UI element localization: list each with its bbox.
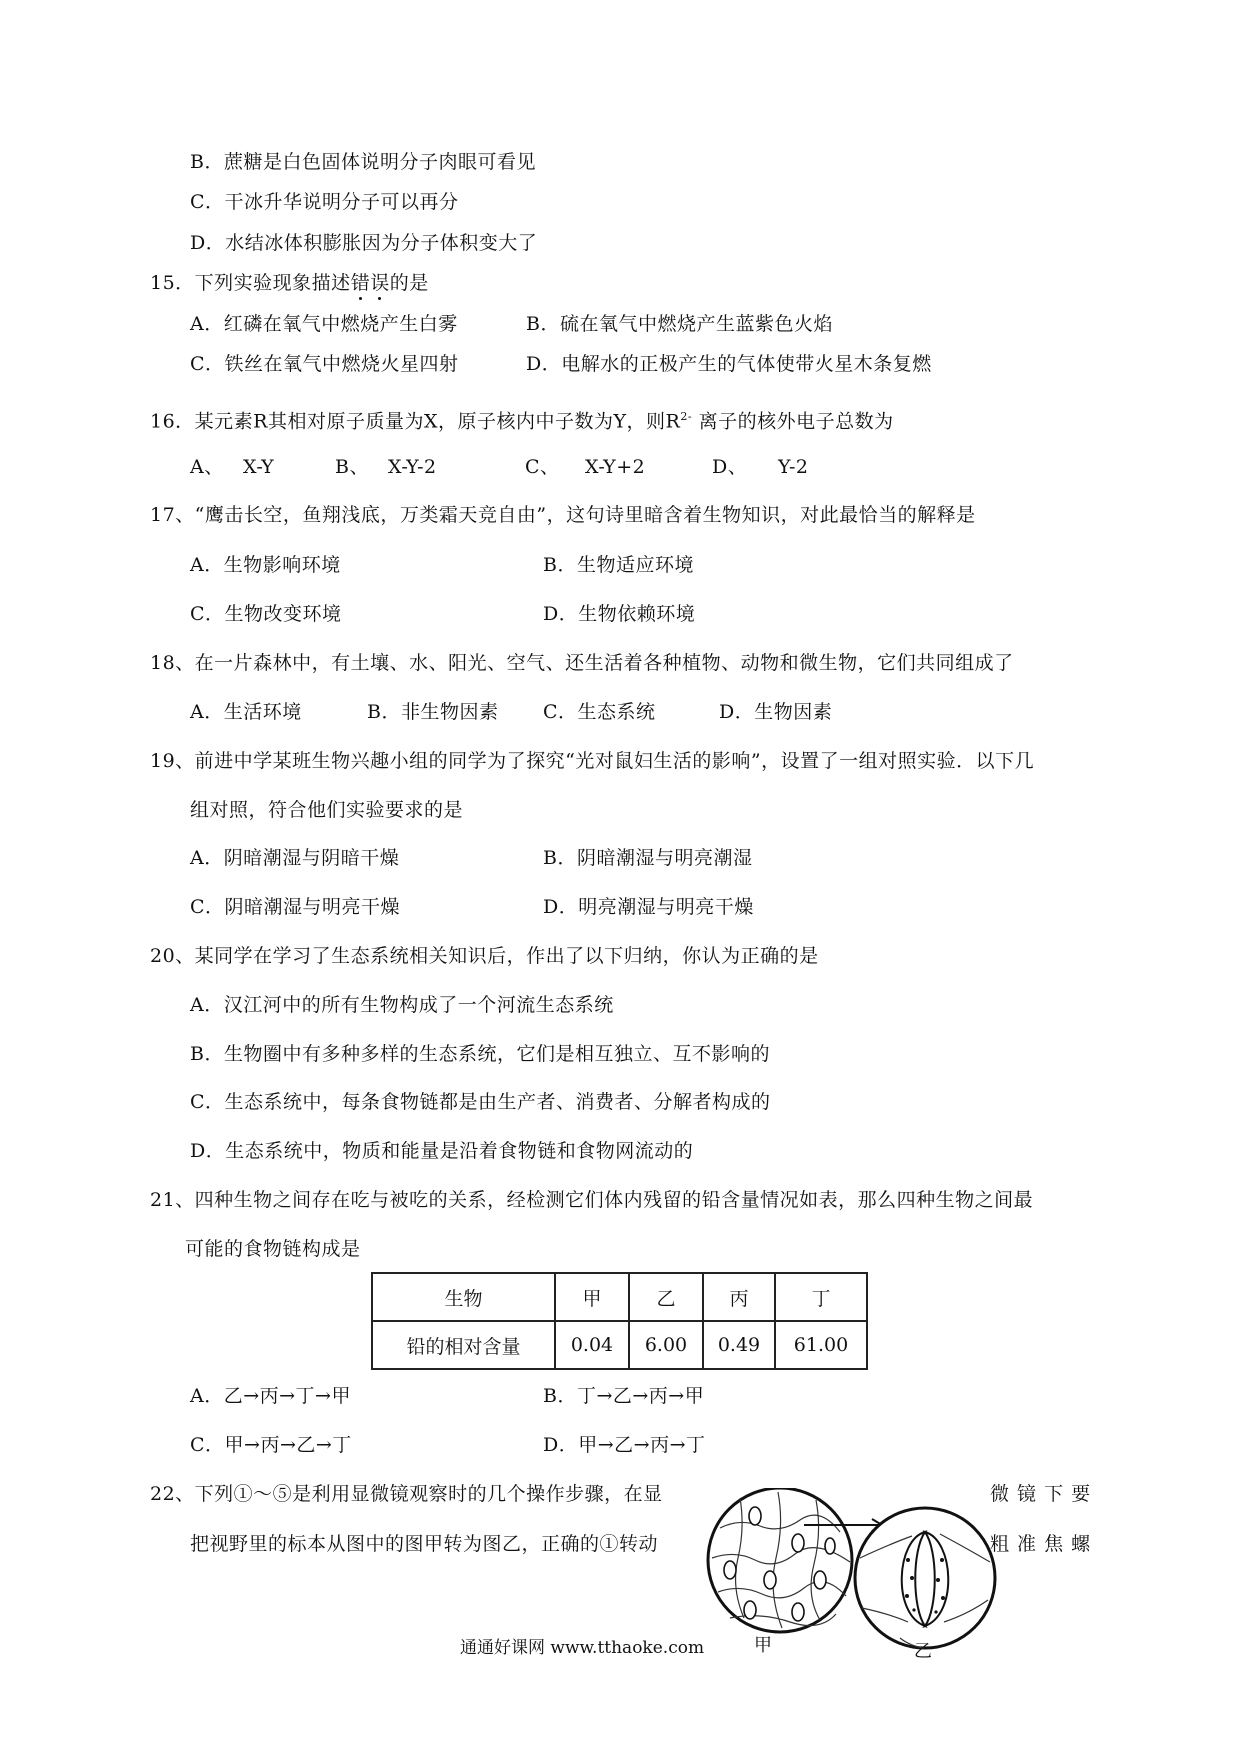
q21-stem-line-2: 可能的食物链构成是 [185,1238,361,1260]
q15-emph-char-1: 错 [351,272,371,294]
q22-stem-line-2-right: 粗 准 焦 螺 [990,1533,1092,1555]
emphasis-dot [359,297,362,300]
q16-option-d: Y-2 [778,456,809,478]
q15-option-d: D．电解水的正极产生的气体使带火星木条复燃 [526,353,932,375]
q14-option-c: C．干冰升华说明分子可以再分 [190,191,459,213]
table-cell: 0.04 [555,1321,629,1369]
q17-stem: 17、“鹰击长空，鱼翔浅底，万类霜天竞自由”，这句诗里暗含着生物知识，对此最恰当的解释是 [150,504,976,526]
q15-emph-char-2: 误 [370,272,390,294]
q14-option-d: D．水结冰体积膨胀因为分子体积变大了 [190,232,538,254]
q16-stem-before: 16．某元素R其相对原子质量为X，原子核内中子数为Y，则R [150,410,681,433]
q18-stem: 18、在一片森林中，有土壤、水、阳光、空气、还生活着各种植物、动物和微生物，它们共同组成了 [150,652,1014,674]
q20-option-a: A．汉江河中的所有生物构成了一个河流生态系统 [190,994,614,1016]
q20-option-b: B．生物圈中有多种多样的生态系统，它们是相互独立、互不影响的 [190,1043,770,1065]
q21-option-c: C．甲→丙→乙→丁 [190,1434,352,1456]
emphasis-dot [378,297,381,300]
table-cell: 生物 [372,1273,555,1321]
table-header-row [372,1273,867,1321]
q16-option-a: X-Y [243,456,275,478]
figure-label-jia: 甲 [754,1635,773,1656]
q19-stem-line-2: 组对照，符合他们实验要求的是 [190,799,464,821]
table-cell: 丁 [775,1273,867,1321]
table-cell: 丙 [703,1273,775,1321]
q17-option-b: B．生物适应环境 [543,554,694,576]
q16-option-a-label: A、 [190,456,224,478]
q14-option-b: B．蔗糖是白色固体说明分子肉眼可看见 [190,151,536,173]
q18-option-b: B．非生物因素 [367,701,499,723]
q19-option-a: A．阴暗潮湿与阴暗干燥 [190,847,400,869]
figure-label-yi: 乙 [914,1641,933,1662]
q19-option-b: B．阴暗潮湿与明亮潮湿 [543,847,753,869]
table-row [372,1321,867,1369]
q16-option-b: X-Y-2 [388,456,437,478]
q17-option-c: C．生物改变环境 [190,603,342,625]
lead-content-table [371,1272,868,1370]
table-cell: 铅的相对含量 [372,1321,555,1369]
q15-option-c: C．铁丝在氧气中燃烧火星四射 [190,353,459,375]
q20-option-d: D．生态系统中，物质和能量是沿着食物链和食物网流动的 [190,1140,694,1162]
q22-stem-line-1-right: 微 镜 下 要 [990,1483,1092,1505]
q21-option-b: B．丁→乙→丙→甲 [543,1385,705,1407]
q16-stem [150,405,894,433]
q15-option-b: B．硫在氧气中燃烧产生蓝紫色火焰 [526,313,833,335]
q18-option-a: A．生活环境 [190,701,302,723]
table-cell: 61.00 [775,1321,867,1369]
q21-stem-line-1: 21、四种生物之间存在吃与被吃的关系，经检测它们体内残留的铅含量情况如表，那么四种生物之间最 [150,1189,1034,1211]
q15-stem-before: 15．下列实验现象描述 [150,272,351,294]
q15-stem [150,271,429,295]
table-cell: 甲 [555,1273,629,1321]
q16-option-b-label: B、 [335,456,369,478]
q17-option-a: A．生物影响环境 [190,554,341,576]
q17-option-d: D．生物依赖环境 [543,603,696,625]
table-cell: 乙 [629,1273,703,1321]
q19-option-d: D．明亮潮湿与明亮干燥 [543,896,754,918]
table-cell: 0.49 [703,1321,775,1369]
q19-stem-line-1: 19、前进中学某班生物兴趣小组的同学为了探究“光对鼠妇生活的影响”，设置了一组对照实验．以下几 [150,750,1035,772]
q18-option-d: D．生物因素 [719,701,833,723]
q21-option-d: D．甲→乙→丙→丁 [543,1434,706,1456]
q20-stem: 20、某同学在学习了生态系统相关知识后，作出了以下归纳，你认为正确的是 [150,945,819,967]
q18-option-c: C．生态系统 [543,701,656,723]
table-cell: 6.00 [629,1321,703,1369]
q16-option-c-label: C、 [525,456,560,478]
microscope-view-figure [700,1488,1110,1663]
q15-stem-after: 的是 [389,272,429,294]
q16-option-c: X-Y+2 [585,456,646,478]
q20-option-c: C．生态系统中，每条食物链都是由生产者、消费者、分解者构成的 [190,1091,771,1113]
q16-stem-after: 离子的核外电子总数为 [692,410,894,433]
q22-stem-line-2-left: 把视野里的标本从图中的图甲转为图乙，正确的①转动 [190,1533,659,1555]
q15-option-a: A．红磷在氧气中燃烧产生白雾 [190,313,458,335]
q22-stem-line-1-left: 22、下列①～⑤是利用显微镜观察时的几个操作步骤，在显 [150,1483,663,1505]
q21-option-a: A．乙→丙→丁→甲 [190,1385,351,1407]
q16-option-d-label: D、 [712,456,748,478]
footer-watermark: 通通好课网 www.tthaoke.com [460,1638,705,1658]
q16-superscript: 2- [680,410,693,423]
q19-option-c: C．阴暗潮湿与明亮干燥 [190,896,401,918]
